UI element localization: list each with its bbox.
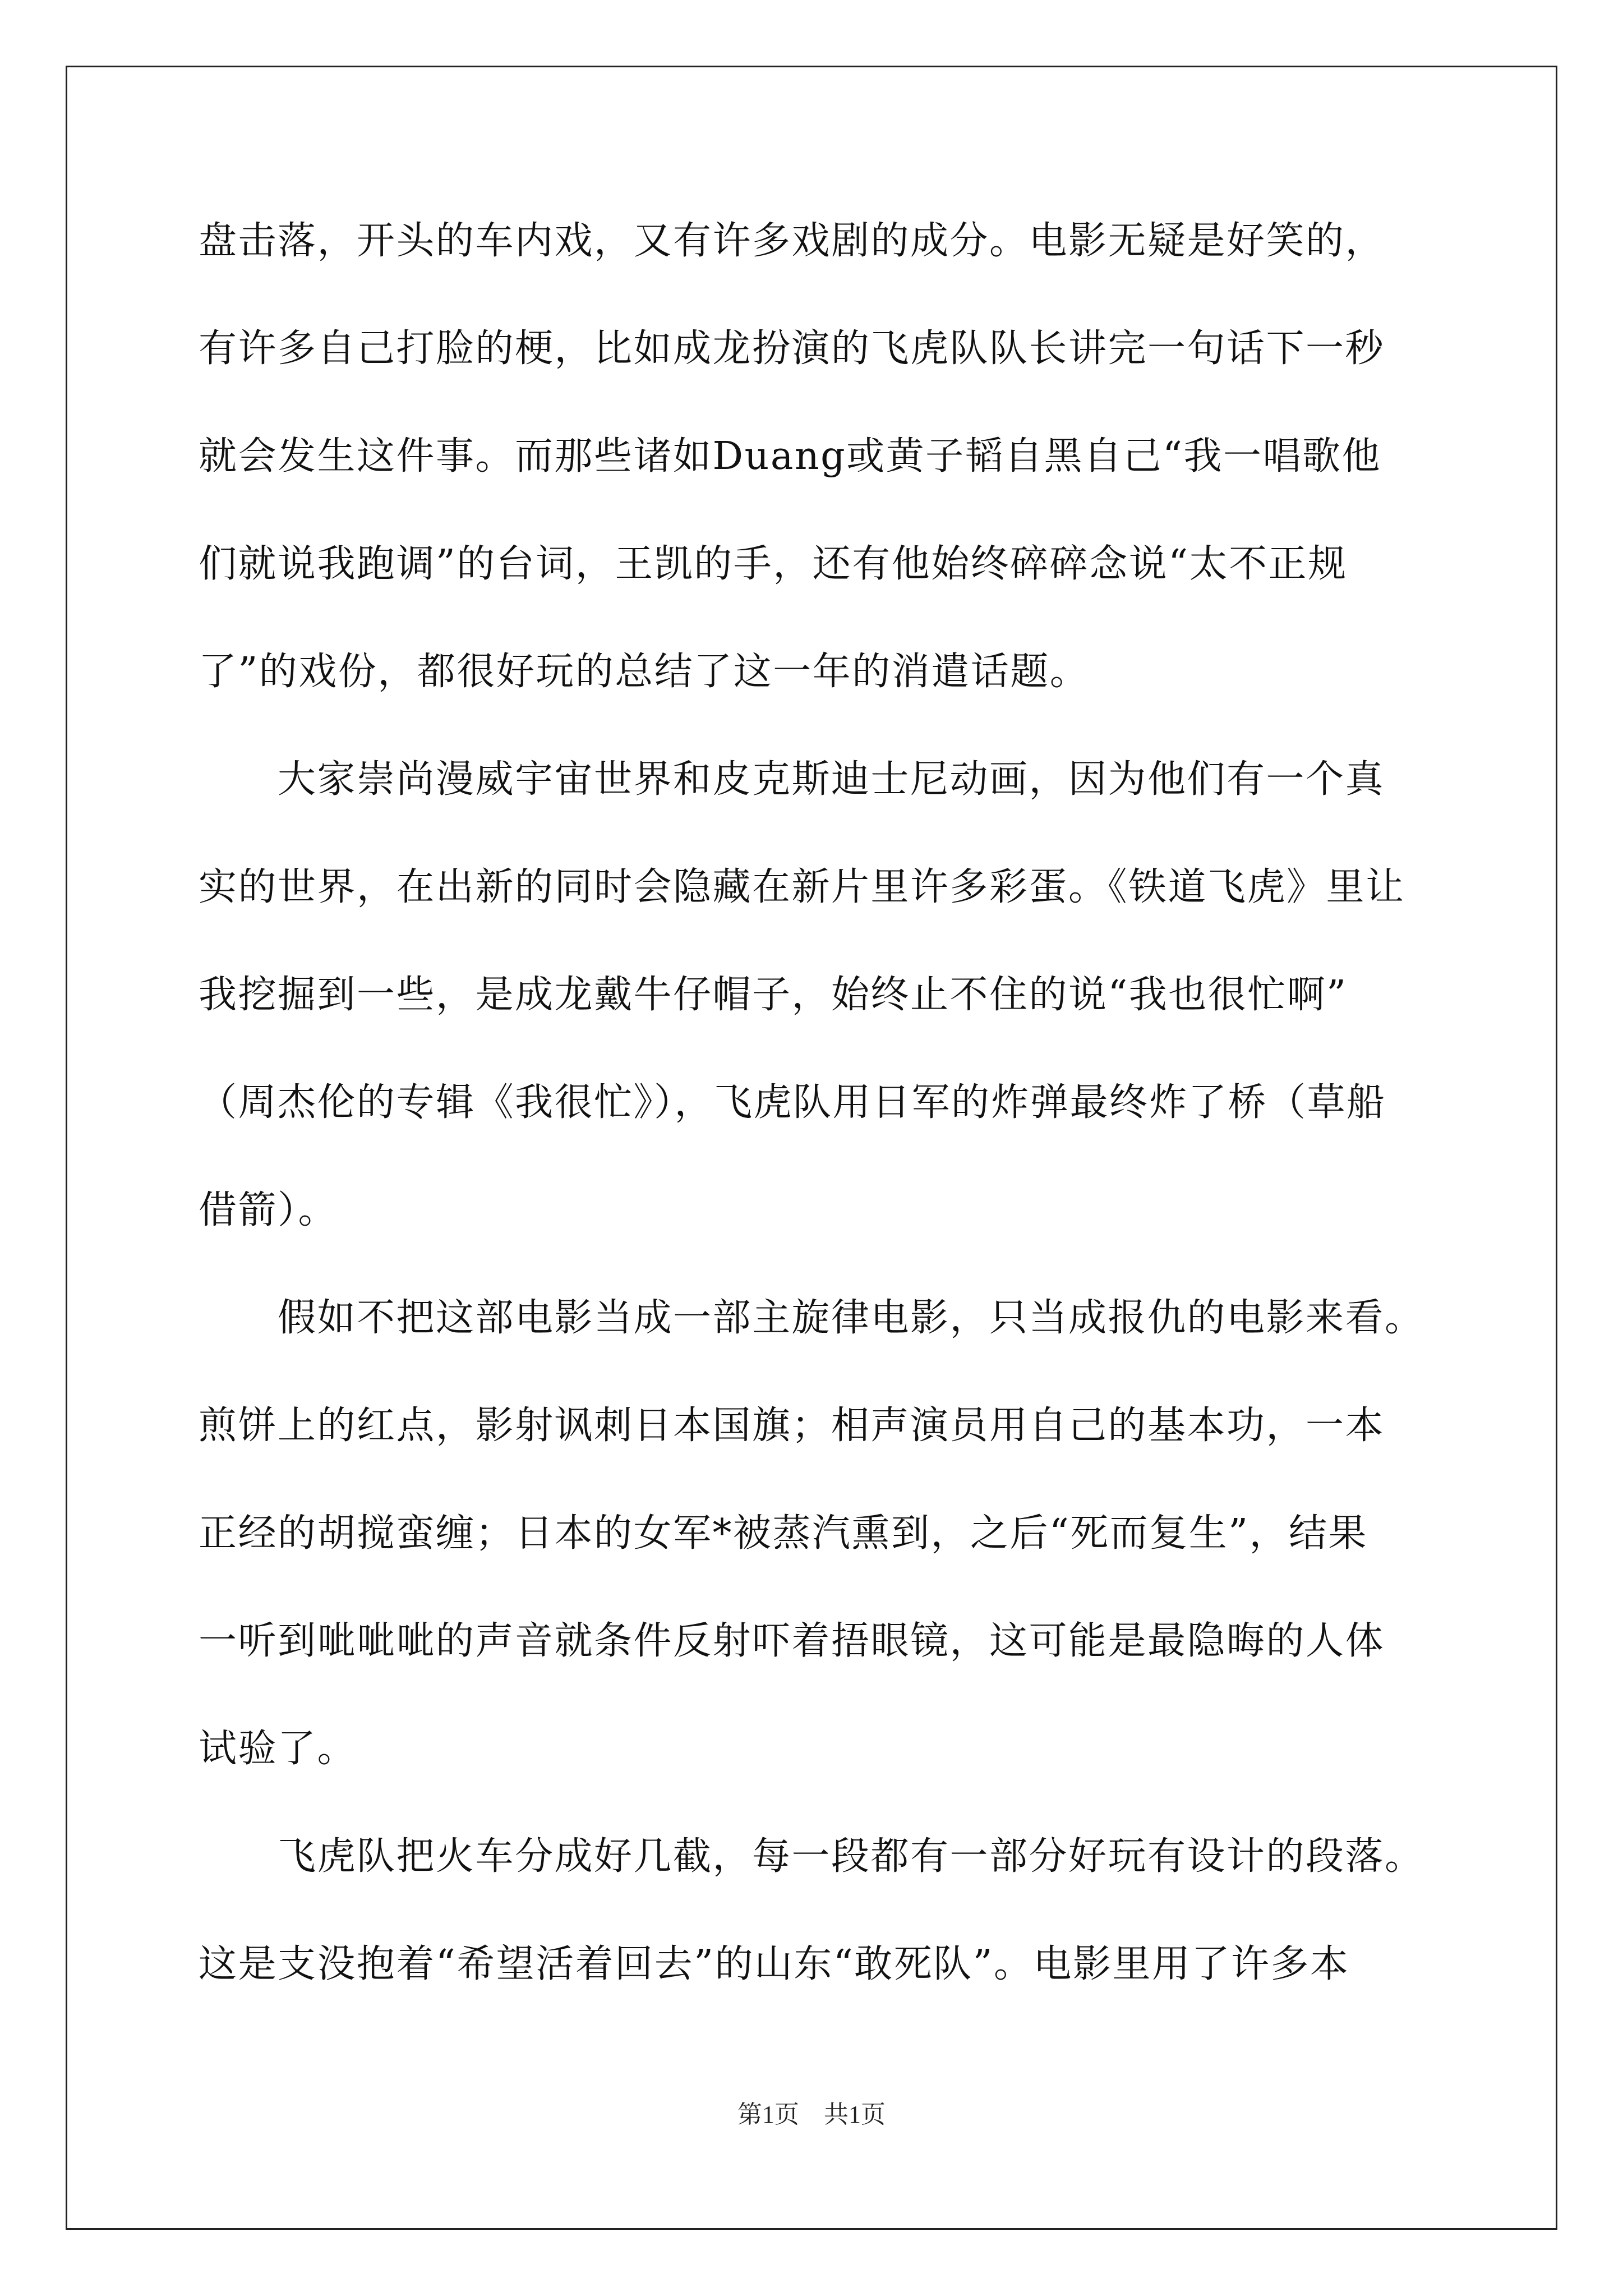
text-line: 们就说我跑调”的台词，王凯的手，还有他始终碎碎念说“太不正规 — [199, 542, 1348, 586]
text-line: 了”的戏份，都很好玩的总结了这一年的消遣话题。 — [199, 650, 1090, 694]
text-line: 煎饼上的红点，影射讽刺日本国旗；相声演员用自己的基本功，一本 — [199, 1404, 1385, 1448]
text-line: 盘击落，开头的车内戏，又有许多戏剧的成分。电影无疑是好笑的， — [199, 219, 1385, 263]
text-line: 假如不把这部电影当成一部主旋律电影，只当成报仇的电影来看。 — [199, 1296, 1424, 1340]
text-line: 大家崇尚漫威宇宙世界和皮克斯迪士尼动画，因为他们有一个真 — [199, 757, 1385, 802]
text-line: 这是支没抱着“希望活着回去”的山东“敢死队”。电影里用了许多本 — [199, 1942, 1350, 1986]
text-line: 实的世界，在出新的同时会隐藏在新片里许多彩蛋。《铁道飞虎》里让 — [199, 865, 1405, 909]
text-line: 飞虎队把火车分成好几截，每一段都有一部分好玩有设计的段落。 — [199, 1834, 1424, 1879]
text-line: 我挖掘到一些，是成龙戴牛仔帽子，始终止不住的说“我也很忙啊” — [199, 973, 1348, 1017]
text-line: （周杰伦的专辑《我很忙》），飞虎队用日军的炸弹最终炸了桥（草船 — [199, 1080, 1386, 1125]
text-line: 有许多自己打脸的梗，比如成龙扮演的飞虎队队长讲完一句话下一秒 — [199, 326, 1385, 371]
page-footer: 第1页 共1页 — [737, 2101, 886, 2128]
text-line: 试验了。 — [199, 1727, 357, 1771]
text-line: 就会发生这件事。而那些诸如Duang或黄子韬自黑自己“我一唱歌他 — [199, 434, 1381, 478]
text-line: 借箭）。 — [199, 1188, 338, 1232]
page-border — [66, 66, 1557, 2230]
text-line: 一听到呲呲呲的声音就条件反射吓着捂眼镜，这可能是最隐晦的人体 — [199, 1619, 1385, 1663]
text-line: 正经的胡搅蛮缠；日本的女军*被蒸汽熏到，之后“死而复生”，结果 — [199, 1511, 1368, 1556]
